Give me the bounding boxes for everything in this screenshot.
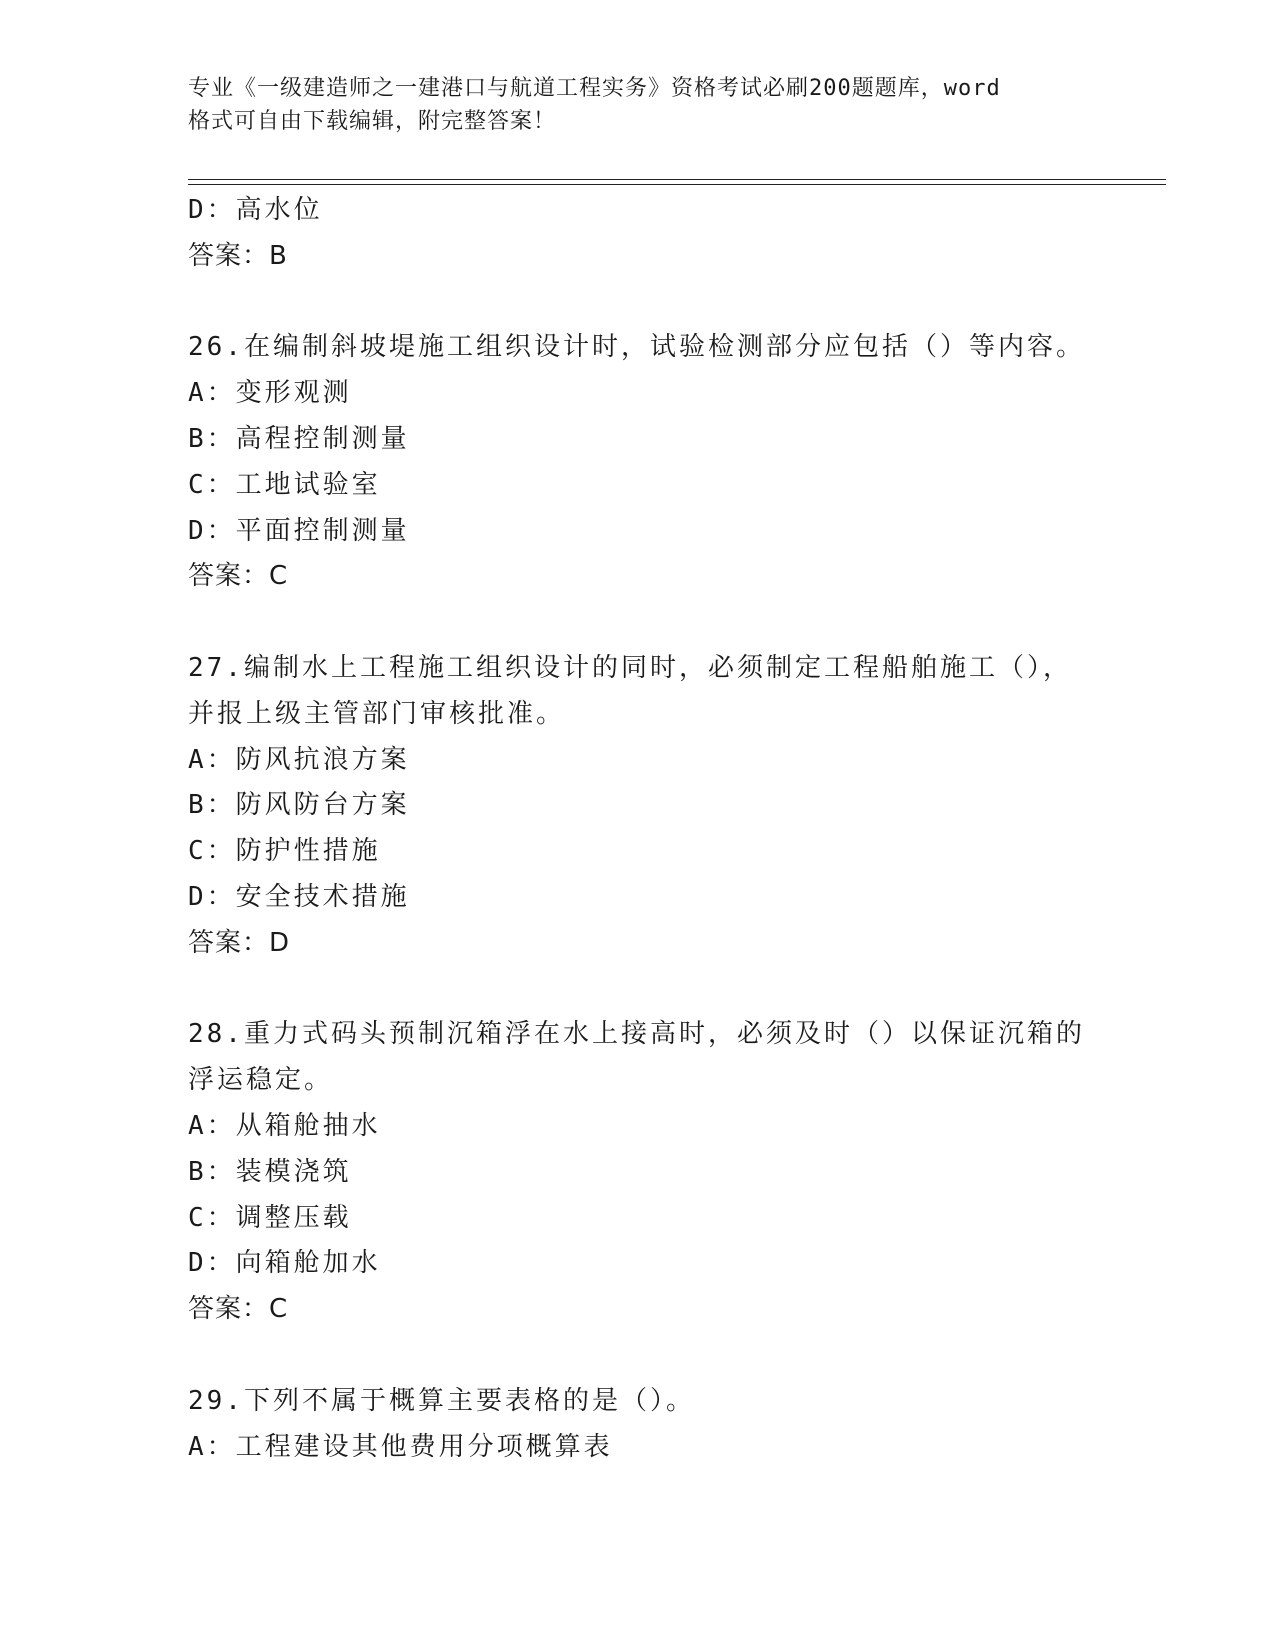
option-b: B：装模浇筑	[188, 1156, 352, 1187]
question-text: 27.编制水上工程施工组织设计的同时，必须制定工程船舶施工（），	[188, 652, 1072, 683]
question-text: 26.在编制斜坡堤施工组织设计时，试验检测部分应包括（）等内容。	[188, 332, 1085, 363]
question-text-continued: 并报上级主管部门审核批准。	[188, 698, 566, 729]
question-text: 29.下列不属于概算主要表格的是（）。	[188, 1385, 695, 1416]
option-b: B：防风防台方案	[188, 790, 410, 821]
option-c: C：调整压载	[188, 1202, 352, 1233]
question-text: 28.重力式码头预制沉箱浮在水上接高时，必须及时（）以保证沉箱的	[188, 1019, 1085, 1050]
answer-line: 答案：D	[188, 927, 291, 958]
question-29	[188, 1379, 1088, 1471]
answer-line: 答案：C	[188, 1294, 289, 1325]
header-line-1: 专业《一级建造师之一建港口与航道工程实务》资格考试必刷200题题库，word	[188, 76, 1001, 101]
option-d: D：安全技术措施	[188, 881, 410, 912]
answer-line: 答案：C	[188, 561, 289, 592]
option-c: C：防护性措施	[188, 836, 381, 867]
option-a: A：防风抗浪方案	[188, 744, 410, 775]
question-28	[188, 1012, 1088, 1333]
option-d: D：高水位	[188, 195, 323, 225]
question-text-continued: 浮运稳定。	[188, 1065, 334, 1096]
option-d: D：平面控制测量	[188, 515, 410, 546]
document-header	[188, 72, 1068, 138]
option-a: A：工程建设其他费用分项概算表	[188, 1431, 613, 1462]
question-27	[188, 646, 1088, 967]
header-line-2: 格式可自由下载编辑，附完整答案！	[188, 109, 557, 134]
answer-line: 答案：B	[188, 240, 288, 271]
header-divider-top	[188, 179, 1166, 180]
option-b: B：高程控制测量	[188, 423, 410, 454]
question-26	[188, 325, 1088, 600]
option-a: A：变形观测	[188, 378, 352, 409]
option-c: C：工地试验室	[188, 469, 381, 500]
option-d: D：向箱舱加水	[188, 1248, 381, 1279]
question-list	[188, 188, 1088, 1470]
header-divider-bottom	[188, 184, 1166, 185]
option-a: A：从箱舱抽水	[188, 1110, 381, 1141]
